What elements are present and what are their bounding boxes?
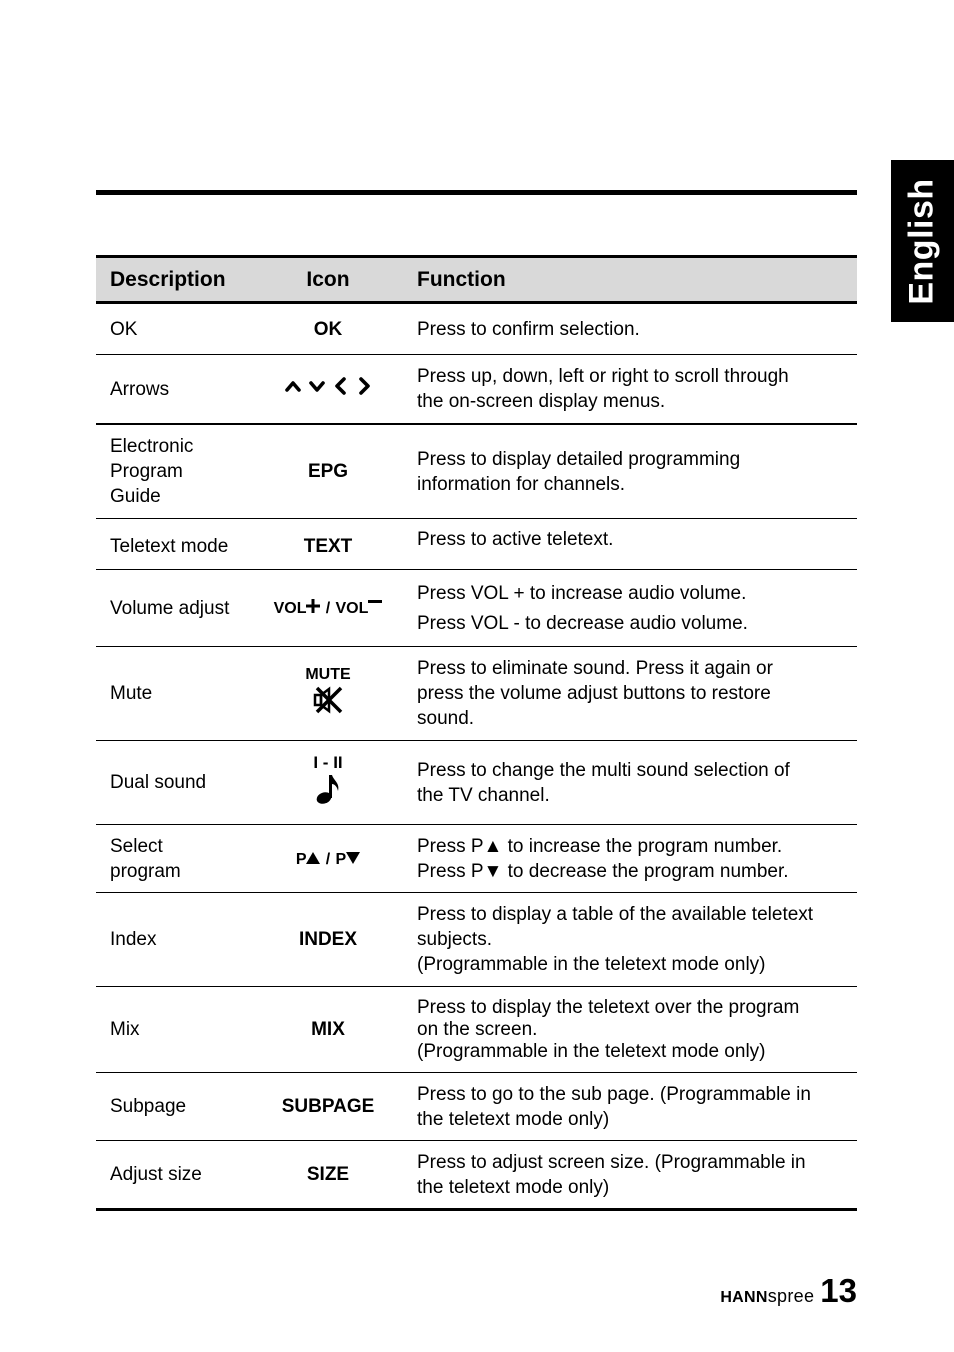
volume-button-label: VOL / VOL (263, 595, 393, 621)
up-arrow-icon (287, 383, 299, 390)
row-description: Dual sound (110, 772, 207, 793)
row-description: Adjust size (110, 1164, 202, 1185)
page-footer (720, 1272, 857, 1310)
dual-sound-label: I - II (313, 753, 343, 772)
arrow-keys-icon (263, 375, 393, 404)
row-function: Press to change the multi sound selection of the TV channel. (417, 759, 790, 806)
index-button-label: INDEX (298, 929, 358, 950)
top-rule (96, 190, 857, 195)
text-button-label: TEXT (303, 535, 353, 557)
table-row (96, 893, 857, 987)
row-description: Arrows (110, 378, 170, 400)
music-note-icon (315, 773, 341, 805)
language-tab (891, 160, 954, 322)
row-function: Press to go to the sub page. (Programmable in the teletext mode only) (417, 1083, 811, 1130)
triangle-down-icon (346, 852, 360, 864)
row-function: Press to display a table of the available teletext subjects. (Programmable in the teletext mode only) (417, 904, 814, 975)
page-number: 13 (820, 1272, 857, 1309)
row-description: Electronic Program Guide (110, 436, 194, 507)
row-description: Mute (110, 683, 153, 704)
minus-icon (368, 599, 382, 613)
program-button-label: P / P (263, 846, 393, 872)
ok-button-label: OK (313, 318, 343, 340)
row-function: Press up, down, left or right to scroll through the on-screen display menus. (417, 366, 789, 412)
down-arrow-icon (311, 383, 323, 390)
table-row (96, 741, 857, 825)
remote-functions-table (96, 255, 857, 1211)
table-row (96, 987, 857, 1073)
language-tab-label: English (903, 177, 942, 305)
row-function: Press to display detailed programming information for channels. (417, 448, 741, 495)
row-function: Press to adjust screen size. (Programmable in the teletext mode only) (417, 1151, 806, 1198)
arrow-keys-icon (282, 375, 374, 397)
table-row (96, 425, 857, 519)
row-function: Press to confirm selection. (417, 318, 640, 340)
table-header (96, 255, 857, 304)
table-row (96, 825, 857, 893)
table-row (96, 1141, 857, 1211)
table-row (96, 1073, 857, 1141)
header-function: Function (417, 267, 506, 291)
epg-button-label: EPG (307, 461, 349, 482)
size-button-label: SIZE (306, 1164, 350, 1185)
mute-button (263, 665, 393, 722)
left-arrow-icon (337, 379, 344, 393)
table-row (96, 647, 857, 741)
row-description: OK (110, 318, 138, 340)
row-function: Press to eliminate sound. Press it again or press the volume adjust buttons to restore sound. (417, 658, 773, 729)
row-description: Index (110, 929, 157, 950)
row-function: Press to display the teletext over the program on the screen. (Programmable in the teletext mode only) (417, 996, 800, 1062)
header-description: Description (110, 267, 226, 291)
mute-speaker-icon (311, 685, 345, 715)
row-function: Press VOL + to increase audio volume. Press VOL - to decrease audio volume. (417, 582, 748, 634)
row-function: Press P▲ to increase the program number. Press P▼ to decrease the program number. (417, 835, 789, 882)
mute-label: MUTE (305, 666, 351, 683)
table-row (96, 519, 857, 570)
table-row (96, 355, 857, 425)
brand-logo: HANNspree (720, 1286, 815, 1306)
row-description: Volume adjust (110, 597, 230, 619)
header-icon: Icon (306, 267, 350, 291)
row-description: Teletext mode (110, 535, 229, 557)
table-row (96, 570, 857, 647)
table-row (96, 304, 857, 355)
right-arrow-icon (361, 379, 368, 393)
dual-sound-button (263, 753, 393, 812)
plus-icon (306, 599, 320, 613)
row-description: Subpage (110, 1096, 187, 1117)
subpage-button-label: SUBPAGE (281, 1096, 375, 1117)
row-description: Select program (110, 835, 181, 882)
row-function: Press to active teletext. (417, 528, 614, 550)
row-description: Mix (110, 1019, 140, 1040)
triangle-up-icon (306, 852, 320, 864)
mix-button-label: MIX (311, 1019, 345, 1040)
